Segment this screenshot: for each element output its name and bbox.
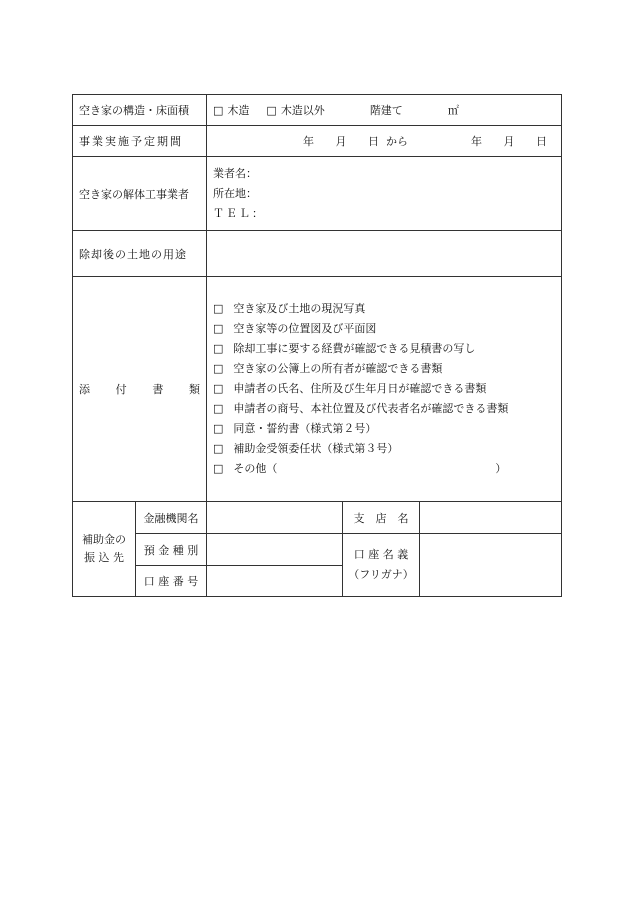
attachment-other-label: その他（ bbox=[233, 462, 278, 475]
from-label: から bbox=[386, 135, 408, 148]
attachment-checkbox[interactable]: □ bbox=[213, 362, 224, 375]
end-month-label: 月 bbox=[503, 135, 515, 148]
attachment-item[interactable] bbox=[213, 379, 561, 399]
account-number-label: 口 座 番 号 bbox=[136, 566, 207, 597]
attachment-text: 空き家及び土地の現況写真 bbox=[233, 302, 366, 315]
wood-checkbox[interactable]: □ bbox=[213, 104, 224, 117]
land-use-value[interactable] bbox=[207, 231, 562, 277]
attachment-other-item[interactable] bbox=[213, 459, 561, 479]
account-number-value[interactable] bbox=[207, 566, 343, 597]
attachment-checkbox[interactable]: □ bbox=[213, 322, 224, 335]
contractor-address-label: 所在地： bbox=[213, 186, 257, 200]
attachments-label-char-1: 添 bbox=[79, 383, 90, 396]
deposit-type-value[interactable] bbox=[207, 534, 343, 566]
branch-value[interactable] bbox=[420, 502, 562, 534]
attachment-checkbox[interactable]: □ bbox=[213, 342, 224, 355]
land-use-row bbox=[73, 231, 562, 277]
floors-label: 階建て bbox=[369, 104, 403, 117]
structure-row bbox=[73, 95, 562, 126]
start-day-label: 日 から bbox=[368, 135, 408, 148]
attachment-text: 申請者の氏名、住所及び生年月日が確認できる書類 bbox=[233, 382, 487, 395]
attachment-item[interactable] bbox=[213, 439, 561, 459]
attachment-item[interactable] bbox=[213, 359, 561, 379]
attachment-item[interactable] bbox=[213, 299, 561, 319]
non-wood-checkbox[interactable]: □ bbox=[266, 104, 277, 117]
attachment-item[interactable] bbox=[213, 419, 561, 439]
area-unit: ㎡ bbox=[447, 104, 459, 117]
attachment-checkbox[interactable]: □ bbox=[213, 422, 224, 435]
contractor-label: 空き家の解体工事業者 bbox=[73, 157, 207, 231]
wood-option-label: 木造 bbox=[227, 104, 250, 117]
structure-label: 空き家の構造・床面積 bbox=[73, 95, 207, 126]
attachment-checkbox[interactable]: □ bbox=[213, 382, 224, 395]
attachment-text: 空き家の公簿上の所有者が確認できる書類 bbox=[233, 362, 443, 375]
bank-label bbox=[73, 502, 136, 597]
attachments-label-char-4: 類 bbox=[188, 383, 200, 396]
bank-label-line1: 補助金の bbox=[82, 533, 126, 546]
attachment-other-close: ） bbox=[495, 462, 507, 475]
attachment-checkbox[interactable]: □ bbox=[213, 462, 224, 475]
bank-label-line2: 振 込 先 bbox=[84, 551, 124, 564]
attachment-text: 申請者の商号、本社位置及び代表者名が確認できる書類 bbox=[233, 402, 509, 415]
attachment-text: 除却工事に要する経費が確認できる見積書の写し bbox=[233, 342, 476, 355]
start-year-label: 年 bbox=[303, 135, 314, 148]
land-use-label: 除却後の土地の用途 bbox=[73, 231, 207, 277]
attachment-checkbox[interactable]: □ bbox=[213, 302, 224, 315]
period-label: 事業実施予定期間 bbox=[73, 126, 207, 157]
start-month-label: 月 bbox=[335, 135, 347, 148]
non-wood-option-label: 木造以外 bbox=[280, 104, 325, 117]
attachment-text: 補助金受領委任状（様式第３号） bbox=[233, 442, 399, 455]
structure-value bbox=[207, 95, 562, 126]
branch-label: 支 店 名 bbox=[343, 502, 420, 534]
end-year-label: 年 bbox=[471, 135, 482, 148]
attachments-label-char-3: 書 bbox=[152, 383, 164, 396]
contractor-tel-label: ＴＥＬ： bbox=[213, 206, 265, 220]
attachments-label-char-2: 付 bbox=[115, 383, 127, 396]
deposit-type-label: 預 金 種 別 bbox=[136, 534, 207, 566]
attachments-label bbox=[73, 277, 207, 502]
application-form-table bbox=[72, 94, 562, 597]
attachment-checkbox[interactable]: □ bbox=[213, 402, 224, 415]
contractor-row bbox=[73, 157, 562, 231]
attachment-item[interactable] bbox=[213, 319, 561, 339]
contractor-name-label: 業者名： bbox=[213, 166, 257, 180]
attachment-item[interactable] bbox=[213, 399, 561, 419]
period-row bbox=[73, 126, 562, 157]
bank-row-2 bbox=[73, 534, 562, 566]
attachment-checkbox[interactable]: □ bbox=[213, 442, 224, 455]
institution-value[interactable] bbox=[207, 502, 343, 534]
attachments-list bbox=[207, 277, 562, 502]
attachment-item[interactable] bbox=[213, 339, 561, 359]
account-name-kana-text: （フリガナ） bbox=[348, 568, 414, 581]
attachment-text: 同意・誓約書（様式第２号） bbox=[233, 422, 377, 435]
account-name-label bbox=[343, 534, 420, 597]
attachment-text: 空き家等の位置図及び平面図 bbox=[233, 322, 377, 335]
account-name-value[interactable] bbox=[420, 534, 562, 597]
period-value[interactable] bbox=[207, 126, 562, 157]
institution-label: 金融機関名 bbox=[136, 502, 207, 534]
bank-row-1 bbox=[73, 502, 562, 534]
account-name-text: 口 座 名 義 bbox=[353, 548, 409, 561]
contractor-value[interactable] bbox=[207, 157, 562, 231]
end-day-label: 日 bbox=[536, 135, 547, 148]
attachments-row bbox=[73, 277, 562, 502]
